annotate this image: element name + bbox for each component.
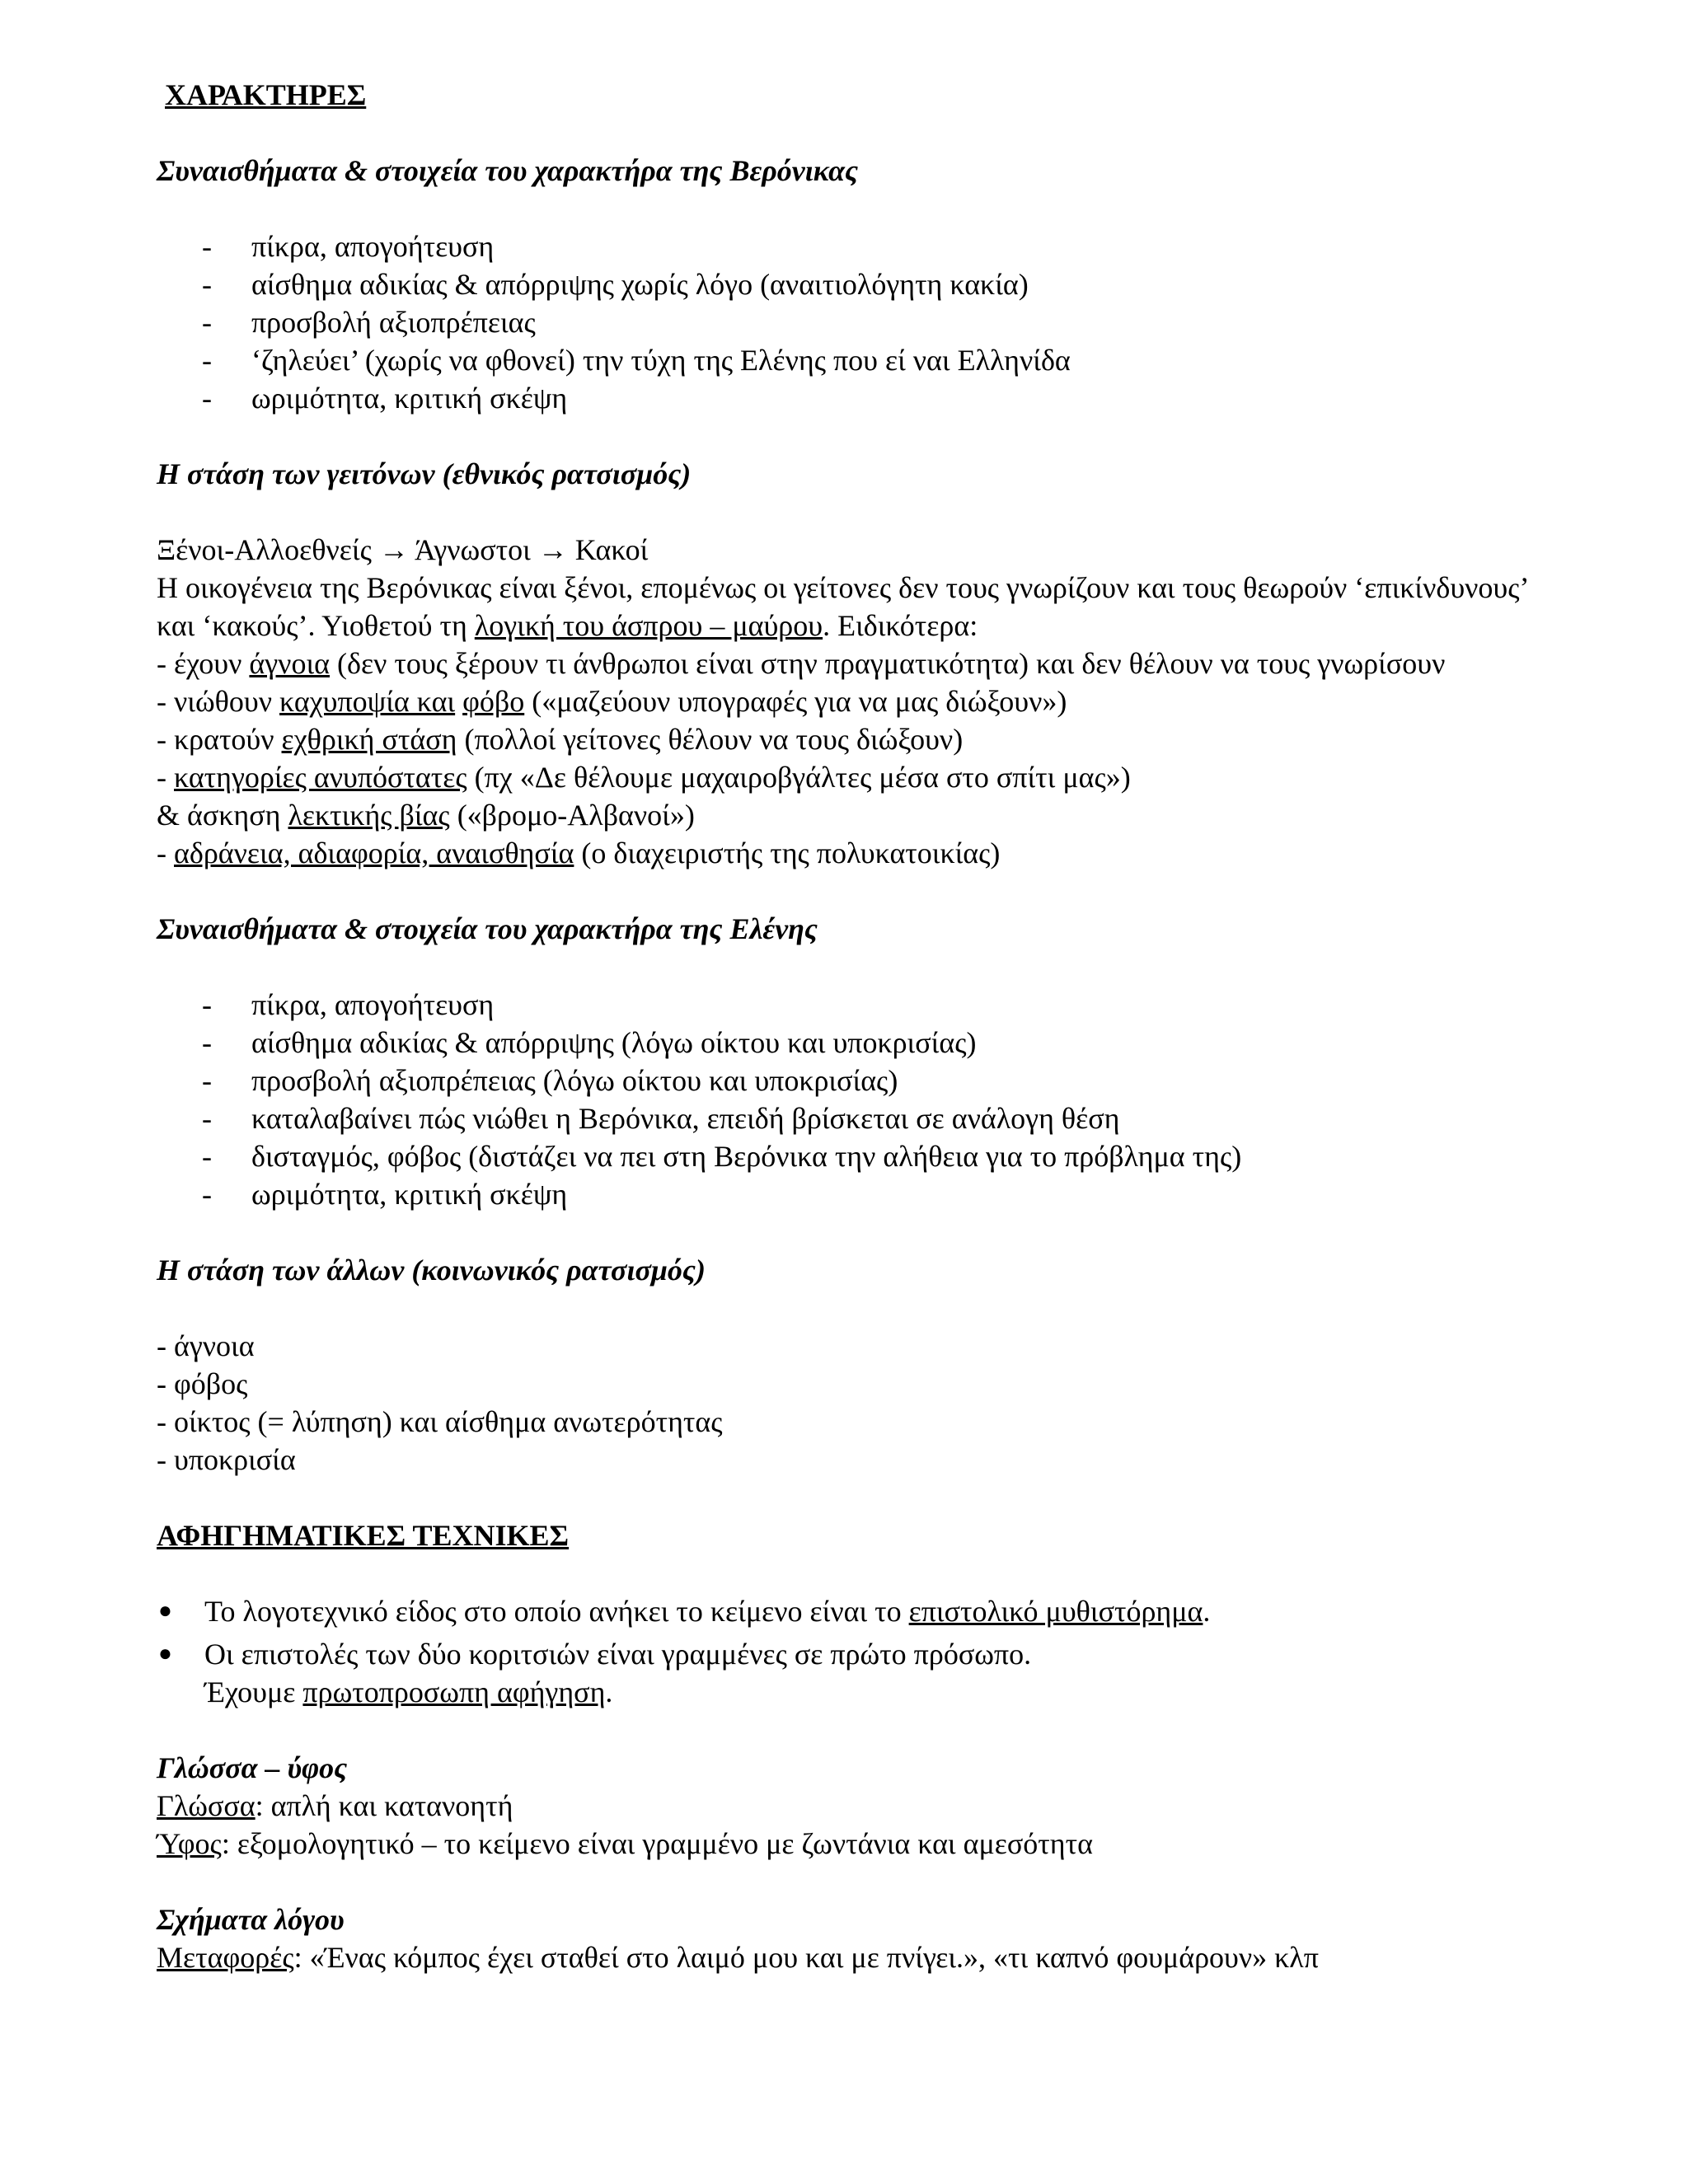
neighbors-line: & άσκηση λεκτικής βίας («βρομο-Αλβανοί») bbox=[157, 799, 695, 832]
others-line: - οίκτος (= λύπηση) και αίσθημα ανωτερότητας bbox=[157, 1405, 723, 1438]
list-item: - καταλαβαίνει πώς νιώθει η Βερόνικα, επειδή βρίσκεται σε ανάλογη θέση bbox=[202, 1102, 1120, 1135]
heading-veronika-traits: Συναισθήματα & στοιχεία του χαρακτήρα της Βερόνικας bbox=[157, 154, 859, 187]
others-line: - άγνοια bbox=[157, 1329, 255, 1362]
list-item: - προσβολή αξιοπρέπειας bbox=[202, 306, 536, 339]
metaphors-line: Μεταφορές: «Ένας κόμπος έχει σταθεί στο λαιμό μου και με πνίγει.», «τι καπνό φουμάρουν» κλπ bbox=[157, 1941, 1319, 1974]
list-item: - ωριμότητα, κριτική σκέψη bbox=[202, 382, 568, 415]
heading-others-attitude: Η στάση των άλλων (κοινωνικός ρατσισμός) bbox=[157, 1254, 706, 1286]
heading-figures-of-speech: Σχήματα λόγου bbox=[157, 1903, 345, 1936]
list-item: ● Οι επιστολές των δύο κοριτσιών είναι γραμμένες σε πρώτο πρόσωπο. Έχουμε πρωτοπροσωπη αφήγηση. bbox=[157, 1635, 1564, 1711]
list-item: - αίσθημα αδικίας & απόρριψης χωρίς λόγο (αναιτιολόγητη κακία) bbox=[202, 268, 1029, 301]
neighbors-line: - νιώθουν καχυποψία και φόβο («μαζεύουν υπογραφές για να μας διώξουν») bbox=[157, 685, 1067, 718]
list-item: - πίκρα, απογοήτευση bbox=[202, 988, 495, 1021]
others-line: - φόβος bbox=[157, 1367, 248, 1400]
section-title-characters: ΧΑΡΑΚΤΗΡΕΣ bbox=[165, 78, 367, 111]
style-line: Ύφος: εξομολογητικό – το κείμενο είναι γραμμένο με ζωντάνια και αμεσότητα bbox=[157, 1827, 1093, 1860]
neighbors-line: - έχουν άγνοια (δεν τους ξέρουν τι άνθρωποι είναι στην πραγματικότητα) και δεν θέλουν να τους γνωρίσουν bbox=[157, 647, 1446, 680]
heading-eleni-traits: Συναισθήματα & στοιχεία του χαρακτήρα της Ελένης bbox=[157, 912, 818, 945]
heading-neighbors-attitude: Η στάση των γειτόνων (εθνικός ρατσισμός) bbox=[157, 457, 692, 490]
chain-line: Ξένοι-Αλλοεθνείς → Άγνωστοι → Κακοί bbox=[157, 533, 649, 566]
bullet-icon: ● bbox=[158, 1598, 172, 1624]
list-item: - δισταγμός, φόβος (διστάζει να πει στη Βερόνικα την αλήθεια για το πρόβλημα της) bbox=[202, 1140, 1242, 1173]
section-title-narrative-techniques: ΑΦΗΓΗΜΑΤΙΚΕΣ ΤΕΧΝΙΚΕΣ bbox=[157, 1519, 570, 1552]
list-item: - αίσθημα αδικίας & απόρριψης (λόγω οίκτου και υποκρισίας) bbox=[202, 1026, 977, 1059]
list-item: ● Το λογοτεχνικό είδος στο οποίο ανήκει το κείμενο είναι το επιστολικό μυθιστόρημα. bbox=[157, 1592, 1564, 1630]
neighbors-line: - αδράνεια, αδιαφορία, αναισθησία (ο διαχειριστής της πολυκατοικίας) bbox=[157, 837, 1001, 869]
list-item: - ωριμότητα, κριτική σκέψη bbox=[202, 1178, 568, 1211]
neighbors-line: - κρατούν εχθρική στάση (πολλοί γείτονες θέλουν να τους διώξουν) bbox=[157, 723, 964, 756]
bullet-icon: ● bbox=[158, 1641, 172, 1666]
list-narrative-techniques bbox=[157, 1592, 1564, 1711]
list-veronika-traits bbox=[157, 227, 1564, 417]
list-eleni-traits bbox=[157, 986, 1564, 1213]
language-line: Γλώσσα: απλή και κατανοητή bbox=[157, 1789, 513, 1822]
others-line: - υποκρισία bbox=[157, 1443, 296, 1476]
list-item: - πίκρα, απογοήτευση bbox=[202, 230, 495, 263]
list-item: - προσβολή αξιοπρέπειας (λόγω οίκτου και υποκρισίας) bbox=[202, 1064, 898, 1097]
heading-language-style: Γλώσσα – ύφος bbox=[157, 1751, 348, 1784]
neighbors-line: - κατηγορίες ανυπόστατες (πχ «Δε θέλουμε μαχαιροβγάλτες μέσα στο σπίτι μας») bbox=[157, 761, 1131, 794]
list-item: - ‘ζηλεύει’ (χωρίς να φθονεί) την τύχη της Ελένης που εί ναι Ελληνίδα bbox=[202, 344, 1071, 377]
neighbors-intro: Η οικογένεια της Βερόνικας είναι ξένοι, επομένως οι γείτονες δεν τους γνωρίζουν και τους θεωρούν ‘επικίνδυνους’ και ‘κακούς’. Υιοθετού τη λογική του άσπρου – μαύρου. Ειδικότερα: bbox=[157, 571, 1527, 642]
